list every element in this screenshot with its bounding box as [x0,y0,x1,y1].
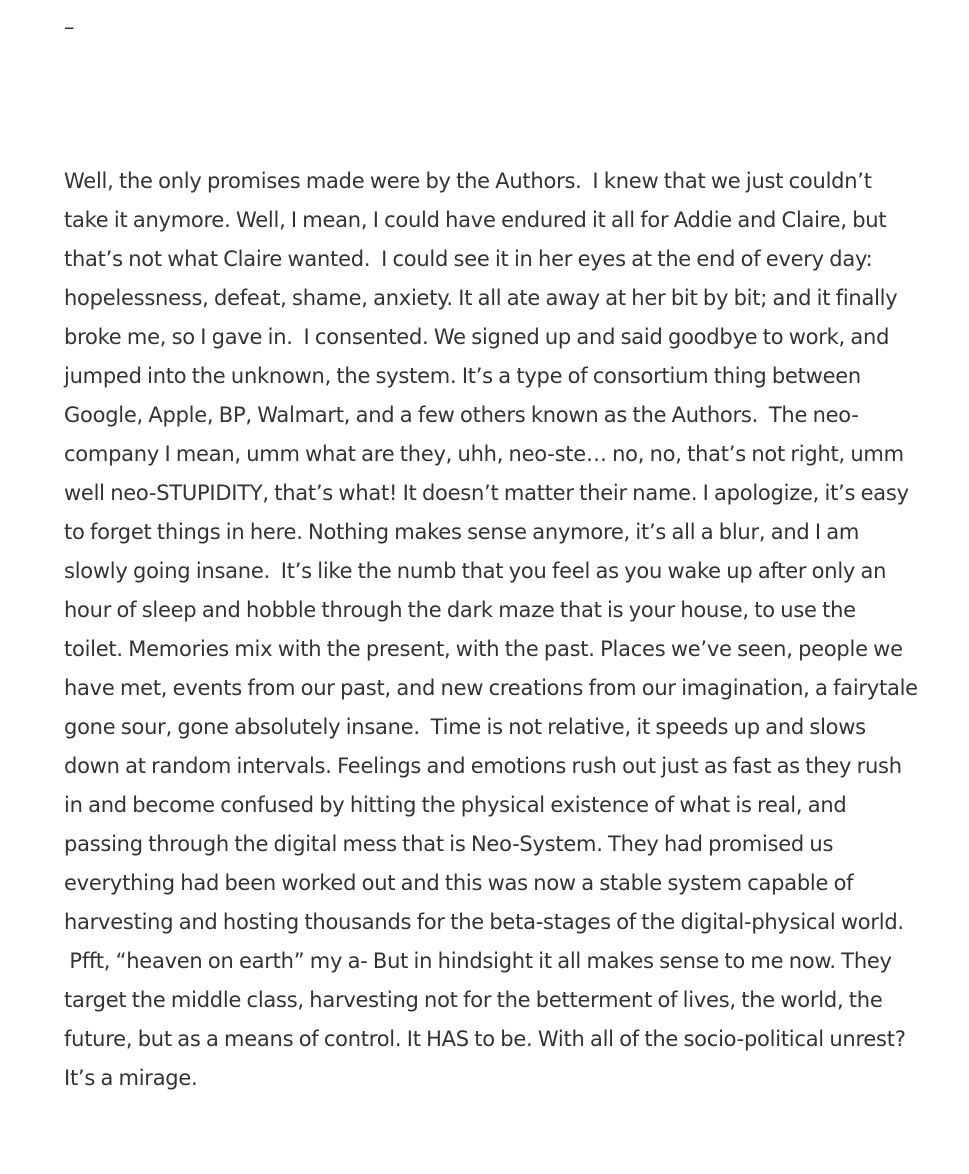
body-line: have met, events from our past, and new creations from our imagination, a fairytale [64,676,918,700]
body-line: Pfft, “heaven on earth” my a- But in hindsight it all makes sense to me now. They [64,949,892,973]
body-line: that’s not what Claire wanted. I could see it in her eyes at the end of every day: [64,247,873,271]
body-line: future, but as a means of control. It HAS to be. With all of the socio-political unrest? [64,1027,906,1051]
body-line: target the middle class, harvesting not for the betterment of lives, the world, the [64,988,883,1012]
body-line: everything had been worked out and this was now a stable system capable of [64,871,854,895]
body-line: passing through the digital mess that is Neo-System. They had promised us [64,832,834,856]
body-line: Well, the only promises made were by the Authors. I knew that we just couldn’t [64,169,872,193]
body-line: take it anymore. Well, I mean, I could have endured it all for Addie and Claire, but [64,208,887,232]
body-line: hopelessness, defeat, shame, anxiety. It all ate away at her bit by bit; and it finally [64,286,898,310]
body-line: slowly going insane. It’s like the numb that you feel as you wake up after only an [64,559,887,583]
body-line: broke me, so I gave in. I consented. We signed up and said goodbye to work, and [64,325,890,349]
body-line: gone sour, gone absolutely insane. Time is not relative, it speeds up and slows [64,715,866,739]
body-line: in and become confused by hitting the physical existence of what is real, and [64,793,847,817]
body-line: hour of sleep and hobble through the dark maze that is your house, to use the [64,598,856,622]
body-line: company I mean, umm what are they, uhh, neo-ste… no, no, that’s not right, umm [64,442,904,466]
section-marker: – [64,15,75,39]
body-line: to forget things in here. Nothing makes sense anymore, it’s all a blur, and I am [64,520,860,544]
body-line: jumped into the unknown, the system. It’s a type of consortium thing between [64,364,861,388]
body-line: down at random intervals. Feelings and emotions rush out just as fast as they rush [64,754,902,778]
body-line: Google, Apple, BP, Walmart, and a few others known as the Authors. The neo- [64,403,859,427]
body-line: well neo-STUPIDITY, that’s what! It doesn’t matter their name. I apologize, it’s easy [64,481,909,505]
body-line: harvesting and hosting thousands for the beta-stages of the digital-physical world. [64,910,904,934]
body-line: toilet. Memories mix with the present, with the past. Places we’ve seen, people we [64,637,903,661]
article-body [64,162,944,1098]
body-line: It’s a mirage. [64,1066,198,1090]
